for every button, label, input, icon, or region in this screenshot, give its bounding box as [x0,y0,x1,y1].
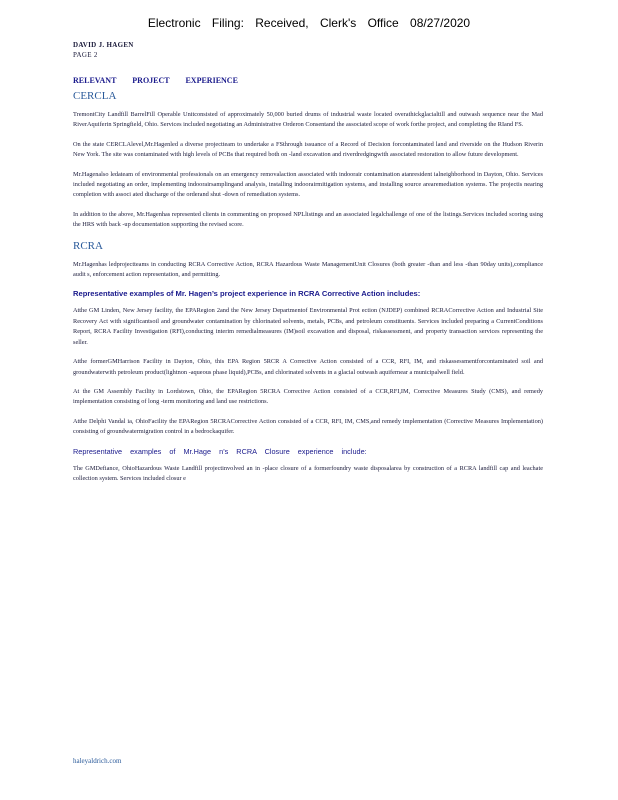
paragraph: Mr.Hagenhas ledprojectteams in conducting RCRA Corrective Action, RCRA Hazardous Waste ManagementUnit Closures (both greater -than and less -than 90day units),compliance audit s, enforcement action representation, and permitting. [73,260,543,279]
section-title: RELEVANT PROJECT EXPERIENCE [73,76,238,85]
page-number: PAGE 2 [73,51,98,59]
paragraph: The GMDefiance, OhioHazardous Waste Landfill projectinvolved an in -place closure of a formerfoundry waste disposalarea by construction of a RCRA landfill cap and leachate collection system. Services included closur e [73,464,543,482]
paragraph: Atthe GM Linden, New Jersey facility, the EPARegion 2and the New Jersey Departmentof Environmental Prot ection (NJDEP) combined RCRACorrective Action and Industrial Site Recovery Act with significantsoil and groundwater contamination by chlorinated solvents, metals, PCBs, and petroleum constituents. Services included preparing a CurrentConditions Report, RCRA Facility Investigation (RFI),conducting interim remedialmeasures (IM)soil excavation and disposal, riskassessment, and property transaction services representing the seller. [73,307,543,346]
paragraph: At the GM Assembly Facility in Lordstown, Ohio, the EPARegion 5RCRA Corrective Action consisted of a CCR,RFI,IM, Corrective Measures Study (CMS), and remedy implementation consisting of long -term monitoring and land use restrictions. [73,387,543,406]
paragraph: TremontCity Landfill BarrelFill Operable Unitconsisted of approximately 50,000 buried drums of industrial waste located overathickglacialtill and outwash sequence near the Mad RiverAquiferin Springfield, Ohio. Services included negotiating an Administrative Orderon Consentand the associated scope of work forthe project, and completing the RIand FS. [73,111,543,129]
document-content [73,76,543,493]
closure-heading: Representative examples of Mr.Hage n’s RCRA Closure experience include: [73,446,367,456]
corrective-action-heading: Representative examples of Mr. Hagen’s project experience in RCRA Corrective Action includes: [73,289,421,299]
paragraph: In addition to the above, Mr.Hagenhas represented clients in commenting on proposed NPLlistings and an associated legalchallenge of one of the listings.Services included scoring using the HRS with back -up documentation supporting the revised score. [73,210,543,229]
footer-website: haleyaldrich.com [73,757,122,765]
paragraph: Atthe formerGMHarrison Facility in Dayton, Ohio, this EPA Region 5RCR A Corrective Action consisted of a CCR, RFI, IM, and riskassessmentforcontaminated soil and groundwaterwith petroleum product(lightnon -aqueous phase liquid),PCBs, and chlorinated solvents in a glacial outwash aquifernear a municipalwell field. [73,358,543,376]
cercla-heading: CERCLA [73,90,117,102]
electronic-filing-header: Electronic Filing: Received, Clerk's Office 08/27/2020 [147,16,471,30]
author-name: DAVID J. HAGEN [73,41,134,49]
paragraph: Atthe Delphi Vandal ia, OhioFacility the EPARegion 5RCRACorrective Action consisted of a CCR, RFI, IM, CMS,and remedy implementation (Corrective Measures Implementation) consisting of groundwatermigration control in a bedrockaquifer. [73,417,543,436]
paragraph: On the state CERCLAlevel,Mr.Hagenled a diverse projectteam to undertake a FSthrough issuance of a Record of Decision forcontaminated land and riverside on the Hudson Riverin New York. The site was contaminated with high levels of PCBs that required both on -land excavation and riverdredgingwith associated restoration to allow future development. [73,140,543,159]
rcra-heading: RCRA [73,239,103,252]
paragraph: Mr.Hagenalso ledateam of environmental professionals on an emergency removalaction associated with indoorair contamination atanresident ialneighborhood in Dayton, Ohio. Services included negotiating an order, implementing indoorairsamplingand analysis, installing indoorairmitigation systems, and installing source arearemediation systems. The projectis nearing completion with associ ated discharge of the orderand shut -down of remediation systems. [73,170,543,199]
